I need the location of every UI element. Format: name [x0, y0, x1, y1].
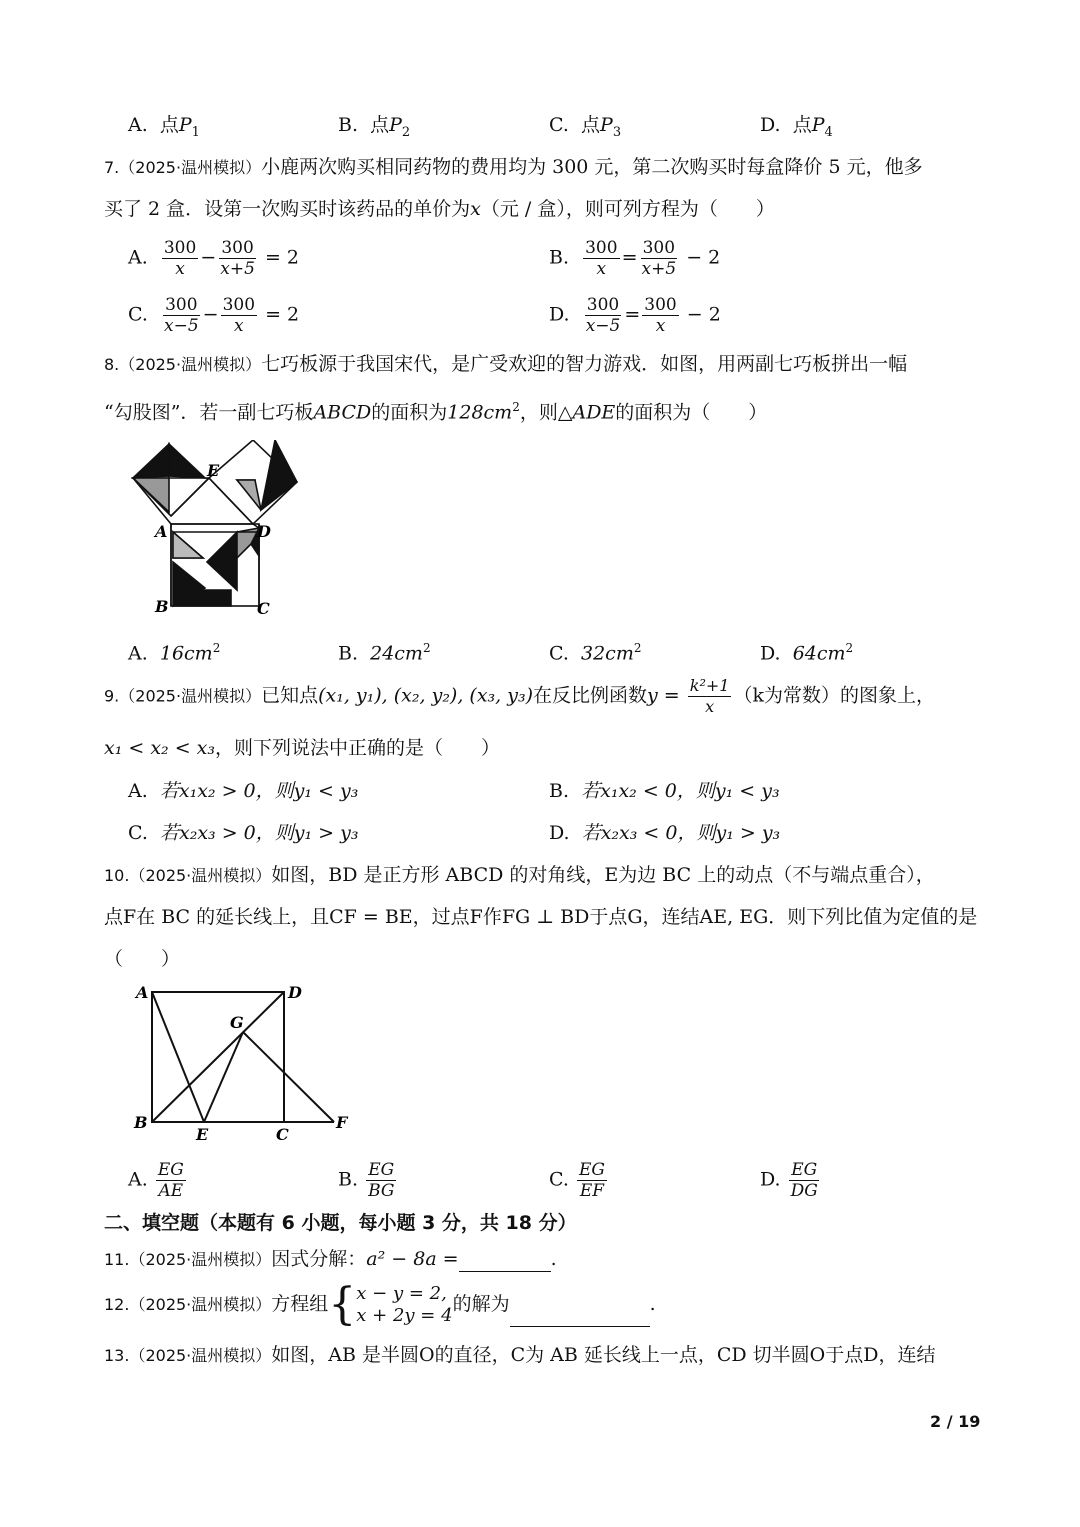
- figure-label-c: C: [276, 1125, 289, 1144]
- q9-option-b: B. 若x₁x₂ < 0，则y₁ < y₃: [549, 780, 780, 802]
- q7-stem-line1: 7.（2025·温州模拟）小鹿两次购买相同药物的费用均为 300 元，第二次购买时每盒降价 5 元，他多: [104, 156, 923, 178]
- q11-answer-blank[interactable]: [459, 1253, 551, 1272]
- q8-stem-line2: “勾股图”．若一副七巧板ABCD的面积为$128cm^2$，则△ADE的面积为（ ）: [104, 400, 768, 424]
- diagonal-bd: [152, 992, 284, 1122]
- tangram-label-a: A: [155, 522, 168, 541]
- tangram-figure: [125, 440, 305, 620]
- figure-label-f: F: [336, 1113, 348, 1132]
- segment-eg: [204, 1032, 243, 1122]
- q10-stem-line1: 10.（2025·温州模拟）如图，BD 是正方形 ABCD 的对角线，E为边 BC 上的动点（不与端点重合），: [104, 864, 935, 886]
- figure-label-d: D: [288, 983, 302, 1002]
- q8-option-d: D. $64cm^2$: [760, 641, 854, 665]
- q8-option-b: B. $24cm^2$: [338, 641, 431, 665]
- segment-fg: [243, 1032, 334, 1122]
- q12: 12.（2025·温州模拟）方程组{ x − y = 2, x + 2y = 4 的解为 .: [104, 1279, 656, 1330]
- q9-option-c: C. 若x₂x₃ > 0，则y₁ > y₃: [128, 822, 359, 844]
- q9-option-a: A. 若x₁x₂ > 0，则y₁ < y₃: [128, 780, 359, 802]
- q7-option-d: D. $\frac{300}{x-5}$ = $\frac{300}{x}$ − 2: [549, 295, 721, 336]
- tangram-black-piece-1: [133, 444, 169, 478]
- q9-stem-line1: 9.（2025·温州模拟）已知点(x₁, y₁), (x₂, y₂), (x₃, y₃)在反比例函数y = $\frac{\text{k²+1}}{x}$ （k为常数）的图象上，: [104, 676, 935, 716]
- q13-stem-line1: 13.（2025·温州模拟）如图，AB 是半圆O的直径，C为 AB 延长线上一点，CD 切半圆O于点D，连结: [104, 1344, 936, 1366]
- page-number: 2 / 19: [930, 1412, 981, 1431]
- square-figure: [130, 980, 360, 1145]
- q7-stem-line2: 买了 2 盒．设第一次购买时该药品的单价为x（元 / 盒），则可列方程为（ ）: [104, 198, 775, 220]
- q6-option-a: A. 点$P_1$: [128, 114, 200, 140]
- q6-option-d: D. 点$P_4$: [760, 114, 833, 140]
- q12-answer-blank[interactable]: [510, 1308, 650, 1327]
- q10-option-b: B. $\frac{EG}{BG}$: [338, 1160, 395, 1201]
- q7-option-c: C. $\frac{300}{x-5}$ − $\frac{300}{x}$ = 2: [128, 295, 300, 336]
- q8-option-c: C. $32cm^2$: [549, 641, 642, 665]
- tangram-label-c: C: [257, 599, 270, 618]
- tangram-label-e: E: [207, 461, 220, 480]
- q9-stem-line2: x₁ < x₂ < x₃，则下列说法中正确的是（ ）: [104, 737, 501, 759]
- q7-option-a: A. $\frac{300}{x}$ − $\frac{300}{x+5}$ = 2: [128, 238, 299, 279]
- figure-label-e: E: [196, 1125, 209, 1144]
- q10-option-a: A. $\frac{EG}{AE}$: [128, 1160, 184, 1201]
- tangram-black-piece-2: [169, 444, 205, 478]
- q6-option-c: C. 点$P_3$: [549, 114, 622, 140]
- tangram-grey-piece-1: [133, 476, 169, 512]
- q6-option-b: B. 点$P_2$: [338, 114, 411, 140]
- q12-brace: {: [328, 1279, 357, 1330]
- tangram-grey-piece-4: [173, 532, 203, 558]
- section-heading: 二、填空题（本题有 6 小题，每小题 3 分，共 18 分）: [104, 1212, 577, 1234]
- q10-option-c: C. $\frac{EG}{EF}$: [549, 1160, 605, 1201]
- tangram-label-b: B: [155, 597, 169, 616]
- tangram-label-d: D: [257, 522, 271, 541]
- q10-stem-line2: 点F在 BC 的延长线上，且CF = BE，过点F作FG ⊥ BD于点G，连结AE, EG．则下列比值为定值的是: [104, 906, 978, 928]
- q10-option-d: D. $\frac{EG}{DG}$: [760, 1160, 818, 1201]
- segment-ae: [152, 992, 204, 1122]
- tangram-black-piece-6: [207, 532, 237, 590]
- q8-stem-line1: 8.（2025·温州模拟）七巧板源于我国宋代，是广受欢迎的智力游戏．如图，用两副七巧板拼出一幅: [104, 353, 908, 375]
- q8-option-a: A. $16cm^2$: [128, 641, 221, 665]
- tangram-edge-1: [171, 478, 209, 516]
- q10-stem-line3: （ ）: [104, 948, 181, 970]
- q11: 11.（2025·温州模拟）因式分解：a² − 8a = .: [104, 1248, 557, 1270]
- figure-label-g: G: [230, 1013, 244, 1032]
- q9-option-d: D. 若x₂x₃ < 0，则y₁ > y₃: [549, 822, 781, 844]
- figure-label-b: B: [134, 1113, 148, 1132]
- figure-label-a: A: [136, 983, 149, 1002]
- tangram-grey-piece-2: [237, 480, 261, 510]
- q7-option-b: B. $\frac{300}{x}$ = $\frac{300}{x+5}$ − 2: [549, 238, 721, 279]
